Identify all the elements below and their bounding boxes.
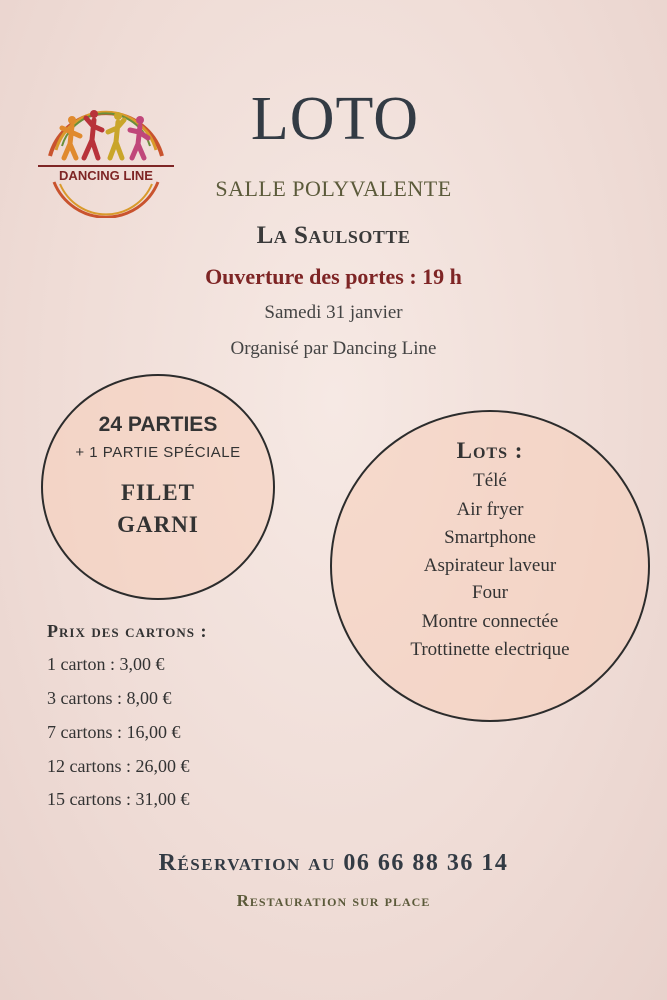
lot-item: Aspirateur laveur <box>423 555 557 576</box>
lot-item: Four <box>472 582 508 603</box>
reservation-phone: Réservation au 06 66 88 36 14 <box>158 850 509 876</box>
lot-item: Montre connectée <box>421 611 559 632</box>
event-date: Samedi 31 janvier <box>264 302 403 323</box>
logo-text: DANCING LINE <box>59 168 153 183</box>
price-item: 7 cartons : 16,00 € <box>47 722 181 742</box>
prize-basket-line1: FILET <box>120 480 196 505</box>
doors-open-time: Ouverture des portes : 19 h <box>205 264 462 289</box>
price-item: 1 carton : 3,00 € <box>47 654 165 674</box>
lots-title: Lots : <box>456 438 524 463</box>
special-game: + 1 PARTIE SPÉCIALE <box>75 444 241 461</box>
dancers-icon <box>62 110 148 158</box>
lot-item: Trottinette electrique <box>410 639 570 660</box>
parties-count: 24 PARTIES <box>98 413 218 436</box>
price-item: 15 cartons : 31,00 € <box>47 789 190 809</box>
lot-item: Air fryer <box>456 499 524 520</box>
prize-basket-line2: GARNI <box>117 512 199 537</box>
catering-note: Restauration sur place <box>236 891 431 910</box>
page-title: LOTO <box>250 85 420 153</box>
venue-name: SALLE POLYVALENTE <box>215 176 452 201</box>
town-name: La Saulsotte <box>256 222 411 249</box>
prices-title: Prix des cartons : <box>47 621 208 641</box>
price-item: 12 cartons : 26,00 € <box>47 756 190 776</box>
lot-item: Télé <box>473 470 507 491</box>
lot-item: Smartphone <box>444 527 536 548</box>
price-item: 3 cartons : 8,00 € <box>47 688 172 708</box>
organizer: Organisé par Dancing Line <box>230 338 437 359</box>
